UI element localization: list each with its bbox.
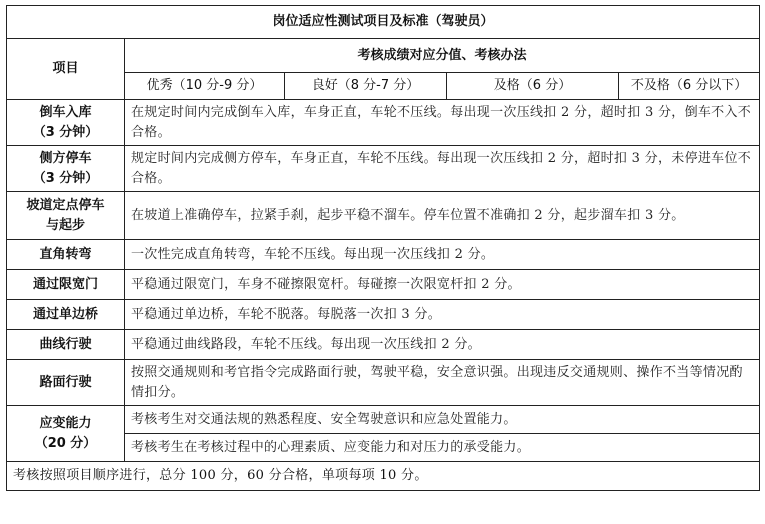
row-desc: 在坡道上准确停车，拉紧手刹，起步平稳不溜车。停车位置不准确扣 2 分，起步溜车扣 3 分。 bbox=[125, 192, 760, 240]
standards-table bbox=[6, 5, 760, 491]
row-item-adapt: 应变能力 （20 分） bbox=[7, 406, 125, 462]
row-desc: 平稳通过曲线路段，车轮不压线。每出现一次压线扣 2 分。 bbox=[125, 330, 760, 360]
table-row bbox=[7, 100, 760, 146]
table-footer: 考核按照项目顺序进行，总分 100 分，60 分合格，单项每项 10 分。 bbox=[7, 462, 760, 491]
row-item: 侧方停车 （3 分钟） bbox=[7, 146, 125, 192]
row-desc: 在规定时间内完成倒车入库，车身正直，车轮不压线。每出现一次压线扣 2 分，超时扣 3 分，倒车不入不合格。 bbox=[125, 100, 760, 146]
row-desc: 考核考生在考核过程中的心理素质、应变能力和对压力的承受能力。 bbox=[125, 434, 760, 462]
grade-fail: 不及格（6 分以下） bbox=[619, 73, 760, 100]
row-item: 直角转弯 bbox=[7, 240, 125, 270]
row-item: 倒车入库 （3 分钟） bbox=[7, 100, 125, 146]
table-row bbox=[7, 360, 760, 406]
header-item: 项目 bbox=[7, 39, 125, 100]
table-row bbox=[7, 240, 760, 270]
row-desc: 一次性完成直角转弯，车轮不压线。每出现一次压线扣 2 分。 bbox=[125, 240, 760, 270]
row-desc: 考核考生对交通法规的熟悉程度、安全驾驶意识和应急处置能力。 bbox=[125, 406, 760, 434]
table-row bbox=[7, 146, 760, 192]
row-item: 坡道定点停车 与起步 bbox=[7, 192, 125, 240]
table-row bbox=[7, 192, 760, 240]
table-row bbox=[7, 406, 760, 434]
table-row bbox=[7, 300, 760, 330]
row-desc: 规定时间内完成侧方停车，车身正直，车轮不压线。每出现一次压线扣 2 分，超时扣 3 分，未停进车位不合格。 bbox=[125, 146, 760, 192]
row-item: 通过限宽门 bbox=[7, 270, 125, 300]
header-method: 考核成绩对应分值、考核办法 bbox=[125, 39, 760, 73]
table-title: 岗位适应性测试项目及标准（驾驶员） bbox=[7, 6, 760, 39]
row-desc: 按照交通规则和考官指令完成路面行驶，驾驶平稳，安全意识强。出现违反交通规则、操作不当等情况酌情扣分。 bbox=[125, 360, 760, 406]
row-desc: 平稳通过单边桥，车轮不脱落。每脱落一次扣 3 分。 bbox=[125, 300, 760, 330]
row-item: 路面行驶 bbox=[7, 360, 125, 406]
grade-good: 良好（8 分-7 分） bbox=[285, 73, 447, 100]
row-item: 曲线行驶 bbox=[7, 330, 125, 360]
table-row bbox=[7, 270, 760, 300]
table-row bbox=[7, 330, 760, 360]
grade-excellent: 优秀（10 分-9 分） bbox=[125, 73, 285, 100]
row-item: 通过单边桥 bbox=[7, 300, 125, 330]
row-desc: 平稳通过限宽门，车身不碰擦限宽杆。每碰擦一次限宽杆扣 2 分。 bbox=[125, 270, 760, 300]
grade-pass: 及格（6 分） bbox=[447, 73, 619, 100]
